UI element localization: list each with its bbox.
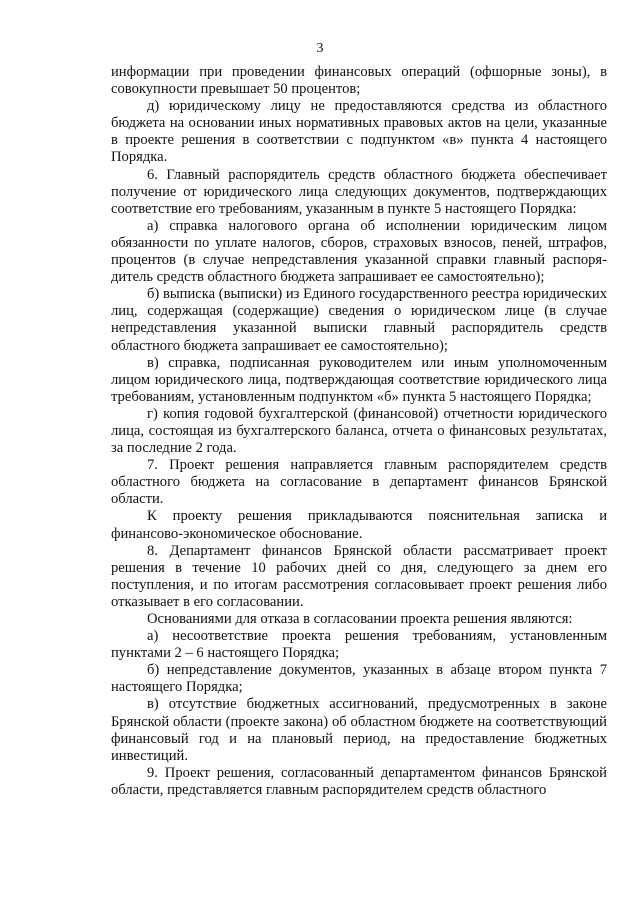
paragraph-5d: д) юридическому лицу не предоставляются средства из областного бюджета на основании иных нормативных правовых актов на цели, указанные в проекте решения в соответствии с подпунктом «в» пункта 4 настоящего Порядка. xyxy=(111,98,607,166)
paragraph-6: 6. Главный распорядитель средств областного бюджета обеспечивает получение от юридического лица следующих документов, подтверждающих соответствие его требованиям, указанным в пункте 5 настоящего Порядка: xyxy=(111,166,607,217)
paragraph-7-attachments: К проекту решения прикладываются пояснительная записка и финансово-экономическое обоснование. xyxy=(111,508,607,542)
paragraph-8-grounds: Основаниями для отказа в согласовании проекта решения являются: xyxy=(147,611,573,627)
paragraph-8v: в) отсутствие бюджетных ассигнований, предусмотренных в законе Брянской области (проекте закона) об областном бюджете на соответствующий финансовый год и на плановый период, на предоставление бюджетных инвестиций. xyxy=(111,696,607,764)
paragraph-6b: б) выписка (выписки) из Единого государственного реестра юридических лиц, содержащая (содержащие) сведения о юридическом лице (в случае непредставления указанной выписки главный распорядитель средств областного бюджета запрашивает ее самостоятельно); xyxy=(111,286,607,354)
page-number: 3 xyxy=(316,41,324,56)
paragraph-8: 8. Департамент финансов Брянской области рассматривает проект решения в течение 10 рабочих дней со дня, следующего за днем его поступления, и по итогам рассмотрения согласовывает проект решения либо отказывает в его согласовании. xyxy=(111,542,607,610)
paragraph-7: 7. Проект решения направляется главным распорядителем средств областного бюджета на согласование в департамент финансов Брянской области. xyxy=(111,457,607,508)
paragraph-8a: а) несоответствие проекта решения требованиям, установленным пунктами 2 – 6 настоящего Порядка; xyxy=(111,628,607,662)
paragraph-9: 9. Проект решения, согласованный департаментом финансов Брянской области, представляется главным распорядителем средств областного xyxy=(111,764,607,798)
paragraph-6a: а) справка налогового органа об исполнении юридическим лицом обязанности по уплате налогов, сборов, страховых взносов, пеней, штрафов, процентов (в случае непредставления указанной справки главный распорядитель средств областного бюджета запрашивает ее самостоятельно); xyxy=(111,217,607,286)
paragraph-6g: г) копия годовой бухгалтерской (финансовой) отчетности юридического лица, состоящая из бухгалтерского баланса, отчета о финансовых результатах, за последние 2 года. xyxy=(111,405,607,457)
paragraph-8b: б) непредставление документов, указанных в абзаце втором пункта 7 настоящего Порядка; xyxy=(111,662,607,696)
document-body xyxy=(111,64,607,799)
paragraph-6v: в) справка, подписанная руководителем или иным уполномоченным лицом юридического лица, подтверждающая соответствие юридического лица требованиям, установленным подпунктом «б» пункта 5 настоящего Порядка; xyxy=(111,354,607,405)
paragraph-continuation: информации при проведении финансовых операций (офшорные зоны), в совокупности превышает 50 процентов; xyxy=(111,64,607,98)
